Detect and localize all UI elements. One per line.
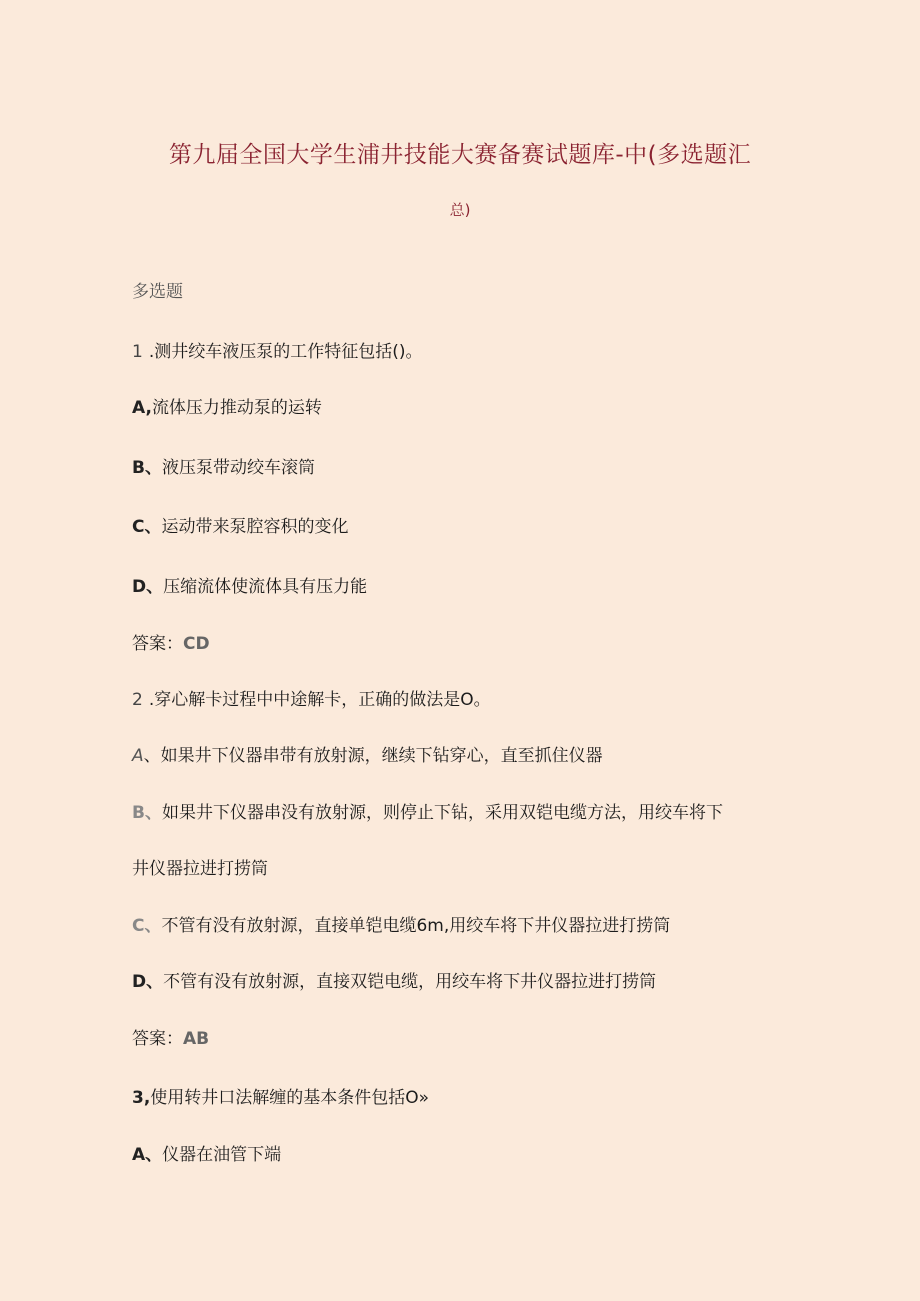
question-2-option-d: [132, 971, 656, 993]
option-letter: A: [132, 746, 144, 766]
option-letter: D、: [132, 972, 164, 992]
option-text: 流体压力推动泵的运转: [151, 398, 322, 418]
question-number: 1: [132, 342, 143, 362]
option-letter: C、: [132, 916, 162, 936]
option-letter: A、: [132, 1145, 163, 1165]
question-1-option-d: [132, 576, 367, 598]
option-text: 井仪器拉进打捞筒: [132, 859, 268, 879]
question-1: [132, 341, 423, 363]
question-3: [132, 1087, 429, 1109]
question-2: [132, 689, 491, 711]
option-text: 运动带来泵腔容积的变化: [161, 517, 349, 537]
answer-label: 答案：: [132, 1029, 183, 1049]
question-number: 2: [132, 690, 143, 710]
section-heading: 多选题: [132, 282, 183, 302]
question-1-option-a: [132, 397, 322, 419]
question-2-option-b-continued: [132, 858, 268, 880]
question-3-option-a: [132, 1144, 281, 1166]
option-text: 如果井下仪器串没有放射源，则停止下钻，采用双铠电缆方法，用绞车将下: [161, 803, 723, 823]
option-text: 不管有没有放射源，直接双铠电缆，用绞车将下井仪器拉进打捞筒: [163, 972, 657, 992]
option-text: 压缩流体使流体具有压力能: [163, 577, 368, 597]
answer-value: AB: [183, 1029, 210, 1049]
question-number: 3,: [132, 1088, 151, 1108]
question-2-option-a: [132, 745, 603, 767]
option-text: 不管有没有放射源，直接单铠电缆6m,用绞车将下井仪器拉进打捞筒: [161, 916, 671, 936]
question-1-answer: [132, 633, 210, 655]
question-2-option-c: [132, 915, 670, 937]
option-letter: B、: [132, 803, 162, 823]
answer-label: 答案：: [132, 634, 183, 654]
option-text: 仪器在油管下端: [162, 1145, 282, 1165]
option-text: 、如果井下仪器串带有放射源，继续下钻穿心，直至抓住仪器: [143, 746, 603, 766]
question-1-option-c: [132, 516, 348, 538]
option-text: 液压泵带动绞车滚筒: [161, 458, 315, 478]
option-letter: A,: [132, 398, 152, 418]
answer-value: CD: [183, 634, 210, 654]
option-letter: B、: [132, 458, 162, 478]
question-text: .测井绞车液压泵的工作特征包括()。: [148, 342, 423, 362]
option-letter: C、: [132, 517, 162, 537]
question-1-option-b: [132, 457, 315, 479]
document-title-line2: 总): [449, 201, 471, 219]
option-letter: D、: [132, 577, 164, 597]
question-text: .穿心解卡过程中中途解卡，正确的做法是O。: [148, 690, 491, 710]
question-2-answer: [132, 1028, 209, 1050]
question-2-option-b: [132, 802, 723, 824]
document-title-line1: 第九届全国大学生浦井技能大赛备赛试题库-中(多选题汇: [168, 142, 752, 168]
question-text: 使用转井口法解缠的基本条件包括O»: [150, 1088, 430, 1108]
